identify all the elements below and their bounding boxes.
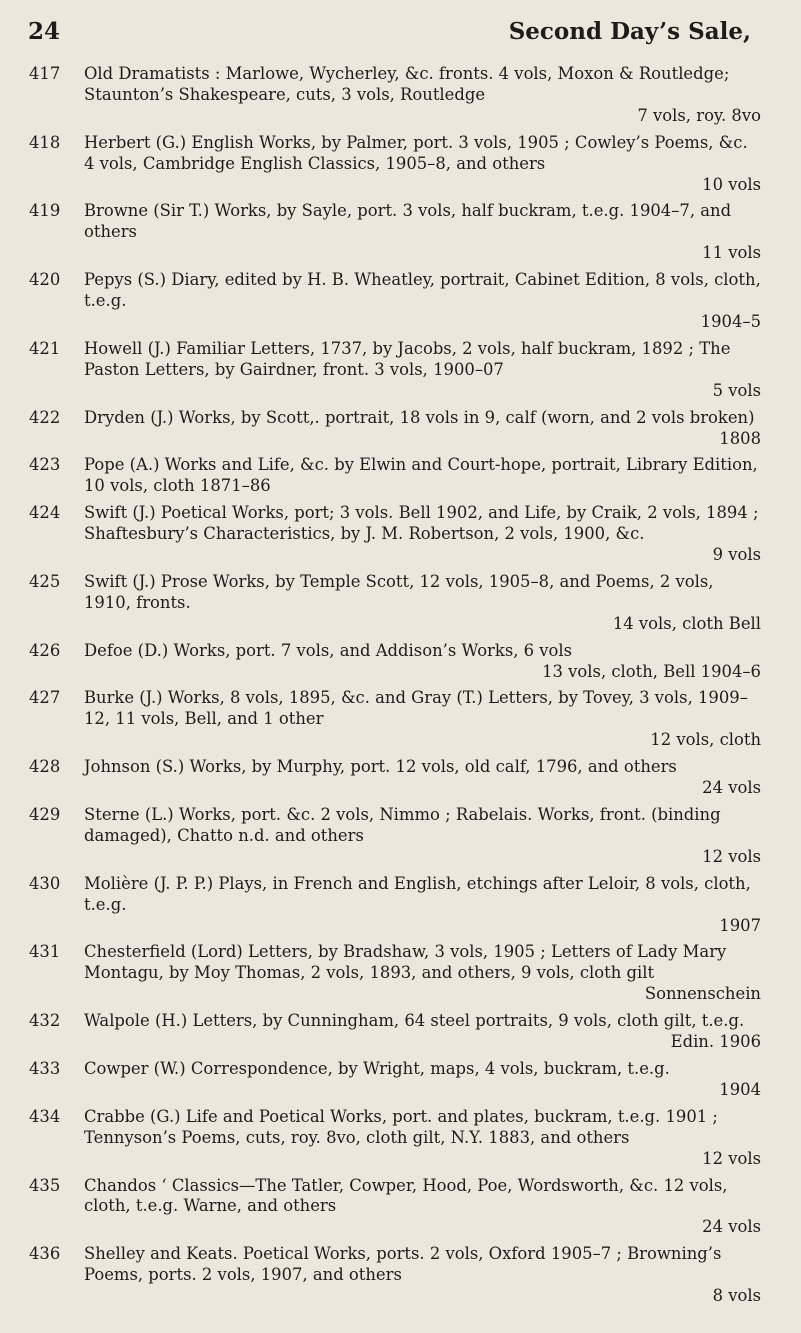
lot-entry [26, 1011, 761, 1053]
lot-description: Chesterfield (Lord) Letters, by Bradshaw, 3 vols, 1905 ; Letters of Lady Mary Montagu, by Moy Thomas, 2 vols, 1893, and others, 9 vols, cloth gilt [84, 942, 727, 983]
lot-description: Chandos ‘ Classics—The Tatler, Cowper, Hood, Poe, Wordsworth, &c. 12 vols, cloth, t.e.g. Warne, and others [84, 1175, 728, 1216]
lot-description: Defoe (D.) Works, port. 7 vols, and Addison’s Works, 6 vols [84, 640, 573, 660]
lot-description: Pepys (S.) Diary, edited by H. B. Wheatley, portrait, Cabinet Edition, 8 vols, cloth, t.e.g. [84, 270, 761, 311]
lot-description: Sterne (L.) Works, port. &c. 2 vols, Nimmo ; Rabelais. Works, front. (binding damaged), Chatto n.d. and others [84, 805, 721, 845]
lot-entry [26, 1059, 761, 1101]
lot-number: 432 [29, 1011, 61, 1031]
lot-entry [26, 688, 761, 751]
lot-quantity: 5 vols [712, 380, 761, 400]
lot-quantity: Edin. 1906 [670, 1032, 761, 1052]
lot-description: Walpole (H.) Letters, by Cunningham, 64 steel portraits, 9 vols, cloth gilt, t.e.g. [84, 1011, 745, 1031]
lot-description: Howell (J.) Familiar Letters, 1737, by Jacobs, 2 vols, half buckram, 1892 ; The Paston Letters, by Gairdner, front. 3 vols, 1900–07 [84, 338, 731, 379]
lot-entry [26, 1244, 761, 1307]
lot-quantity: 24 vols [702, 1217, 761, 1237]
lot-quantity: 12 vols, cloth [650, 730, 761, 750]
lot-quantity: 1907 [719, 915, 761, 935]
lot-entry [26, 503, 761, 566]
lot-entry [26, 133, 761, 196]
lot-entry [26, 805, 761, 868]
lot-number: 420 [29, 270, 61, 290]
lot-quantity: 1904–5 [700, 311, 761, 331]
lot-number: 419 [29, 201, 61, 221]
lot-number: 422 [29, 407, 61, 427]
lot-quantity: 10 vols [702, 174, 761, 194]
lot-quantity: Sonnenschein [644, 984, 761, 1004]
lot-quantity: 12 vols [702, 1148, 761, 1168]
lot-quantity: 8 vols [712, 1286, 761, 1306]
lot-number: 430 [29, 873, 61, 893]
lot-description: Crabbe (G.) Life and Poetical Works, port. and plates, buckram, t.e.g. 1901 ; Tennyson’s Poems, cuts, roy. 8vo, cloth gilt, N.Y. 1883, and others [84, 1106, 718, 1147]
lot-description: Browne (Sir T.) Works, by Sayle, port. 3 vols, half buckram, t.e.g. 1904–7, and others [84, 201, 732, 242]
lot-description: Old Dramatists : Marlowe, Wycherley, &c. fronts. 4 vols, Moxon & Routledge; Staunton’s Shakespeare, cuts, 3 vols, Routledge [84, 64, 730, 104]
lot-number: 426 [29, 640, 61, 660]
lot-entry [26, 455, 761, 497]
lot-entry [26, 1176, 761, 1239]
lot-number: 431 [29, 942, 61, 962]
lot-entry [26, 408, 761, 450]
lot-quantity: 1808 [719, 428, 761, 448]
lot-entry [26, 339, 761, 402]
lot-entry [26, 572, 761, 635]
lot-number: 425 [29, 571, 61, 591]
lot-description: Swift (J.) Prose Works, by Temple Scott, 12 vols, 1905–8, and Poems, 2 vols, 1910, fronts. [84, 571, 714, 612]
lot-quantity: 1904 [719, 1079, 761, 1099]
lot-description: Swift (J.) Poetical Works, port; 3 vols. Bell 1902, and Life, by Craik, 2 vols, 1894 ; Shaftesbury’s Characteristics, by J. M. Robertson, 2 vols, 1900, &c. [84, 503, 759, 544]
lot-quantity: 11 vols [702, 243, 761, 263]
lot-entry [26, 757, 761, 799]
lot-entry [26, 270, 761, 333]
lot-number: 436 [29, 1244, 61, 1264]
lot-number: 418 [29, 132, 61, 152]
lot-number: 433 [29, 1058, 61, 1078]
lot-list [26, 64, 761, 1307]
lot-number: 435 [29, 1175, 61, 1195]
lot-description: Burke (J.) Works, 8 vols, 1895, &c. and Gray (T.) Letters, by Tovey, 3 vols, 1909–12, 11 vols, Bell, and 1 other [84, 688, 748, 729]
lot-entry [26, 641, 761, 683]
lot-quantity: 14 vols, cloth Bell [612, 613, 761, 633]
lot-entry [26, 942, 761, 1005]
lot-description: Shelley and Keats. Poetical Works, ports. 2 vols, Oxford 1905–7 ; Browning’s Poems, ports. 2 vols, 1907, and others [84, 1244, 722, 1285]
lot-description: Dryden (J.) Works, by Scott,. portrait, 18 vols in 9, calf (worn, and 2 vols broken) [84, 407, 755, 427]
lot-entry [26, 201, 761, 264]
lot-description: Johnson (S.) Works, by Murphy, port. 12 vols, old calf, 1796, and others [84, 757, 677, 777]
lot-number: 423 [29, 455, 61, 475]
lot-quantity: 13 vols, cloth, Bell 1904–6 [542, 661, 761, 681]
page-number: 24 [28, 18, 61, 45]
lot-description: Herbert (G.) English Works, by Palmer, port. 3 vols, 1905 ; Cowley’s Poems, &c. 4 vols, Cambridge English Classics, 1905–8, and others [84, 132, 748, 173]
lot-entry [26, 874, 761, 937]
lot-description: Pope (A.) Works and Life, &c. by Elwin and Court-hope, portrait, Library Edition, 10 vols, cloth 1871–86 [84, 455, 758, 496]
lot-number: 421 [29, 338, 61, 358]
lot-number: 434 [29, 1106, 61, 1126]
lot-quantity: 24 vols [702, 778, 761, 798]
lot-number: 427 [29, 688, 61, 708]
lot-entry [26, 1107, 761, 1170]
lot-number: 428 [29, 757, 61, 777]
lot-number: 424 [29, 503, 61, 523]
lot-description: Molière (J. P. P.) Plays, in French and English, etchings after Leloir, 8 vols, cloth, t.e.g. [84, 873, 751, 914]
lot-quantity: 12 vols [702, 846, 761, 866]
lot-number: 417 [29, 64, 61, 83]
page-header [26, 18, 761, 58]
lot-number: 429 [29, 805, 61, 824]
lot-quantity: 9 vols [712, 545, 761, 565]
lot-description: Cowper (W.) Correspondence, by Wright, maps, 4 vols, buckram, t.e.g. [84, 1058, 670, 1078]
page-title: Second Day’s Sale, [508, 18, 751, 45]
lot-entry [26, 64, 761, 127]
lot-quantity: 7 vols, roy. 8vo [637, 105, 761, 125]
